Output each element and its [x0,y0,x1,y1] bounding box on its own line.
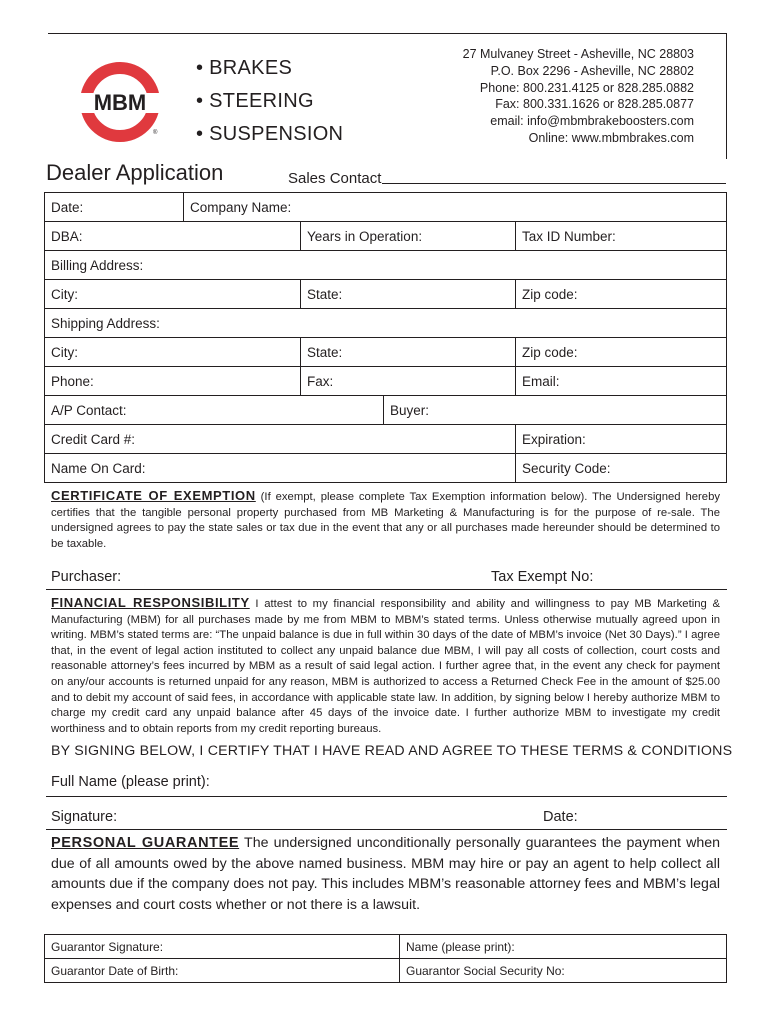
guarantor-row-dob [45,959,726,982]
certificate-heading: CERTIFICATE OF EXEMPTION [51,488,256,503]
mbm-logo [80,62,160,142]
shipping-address-label: Shipping Address: [51,316,160,331]
company-name-label: Company Name: [190,200,292,215]
date-label: Date: [51,200,84,215]
billing-address-label: Billing Address: [51,258,144,273]
shipping-zip-field[interactable] [515,338,726,366]
contact-pobox: P.O. Box 2296 - Asheville, NC 28802 [490,63,694,78]
guarantor-signature-field[interactable] [45,935,399,958]
security-code-label: Security Code: [522,461,611,476]
shipping-zip-label: Zip code: [522,345,578,360]
billing-zip-field[interactable] [515,280,726,308]
expiration-label: Expiration: [522,432,586,447]
years-label: Years in Operation: [307,229,423,244]
fax-field[interactable] [300,367,515,395]
signature-date-label: Date: [543,809,578,825]
guarantee-heading: PERSONAL GUARANTEE [51,835,240,851]
application-form-grid [44,192,727,483]
purchaser-label: Purchaser: [51,569,122,585]
guarantee-section [51,833,720,915]
full-name-field[interactable] [46,796,727,797]
guarantor-name-field[interactable] [399,935,726,958]
billing-state-label: State: [307,287,343,302]
certify-statement: BY SIGNING BELOW, I CERTIFY THAT I HAVE READ AND AGREE TO THESE TERMS & CONDITIONS [51,743,733,759]
billing-state-field[interactable] [300,280,515,308]
shipping-city-field[interactable] [45,338,300,366]
phone-label: Phone: [51,374,94,389]
row-shipping [45,309,726,338]
row-credit-card [45,425,726,454]
signature-label: Signature: [51,809,118,825]
ap-contact-field[interactable] [45,396,383,424]
page-title: Dealer Application [46,160,224,185]
row-billing [45,251,726,280]
date-field[interactable] [45,193,183,221]
company-name-field[interactable] [183,193,726,221]
buyer-label: Buyer: [390,403,430,418]
guarantee-body: The undersigned unconditionally personally guarantees the payment when due of all amounts owed by the above named business. MBM may hire or pay an agent to help collect all amounts due if the company does not pay. This includes MBM’s reasonable attorney fees and MBM’s legal expenses and court costs whether or not there is a lawsuit. [51,835,720,913]
bullet-steering: • STEERING [196,90,314,112]
billing-city-field[interactable] [45,280,300,308]
logo-text: MBM [93,90,147,115]
billing-address-field[interactable] [45,251,726,279]
bullet-brakes: • BRAKES [196,57,293,79]
guarantor-name-label: Name (please print): [406,940,515,954]
email-field[interactable] [515,367,726,395]
shipping-state-label: State: [307,345,343,360]
financial-section [51,595,720,737]
security-code-field[interactable] [515,454,726,482]
buyer-field[interactable] [383,396,726,424]
sales-contact-label: Sales Contact [288,170,382,187]
product-bullets [196,52,343,151]
row-shipping-city [45,338,726,367]
financial-body: I attest to my financial responsibility and ability and willingness to pay MB Marketing & Manufacturing (MBM) for all purchases made by me from MBM to MBM’s stated terms. Unless otherwise mutually agreed upon in writing. MBM’s stated terms are: “The unpaid balance is due in full within 30 days of the date of MBM’s invoice (Net 30 Days).” I agree that, in the event of legal action instituted to collect any unpaid balance due MBM, I will pay all costs of collection, court costs and reasonable attorney’s fees incurred by MBM as a result of said legal action. I further agree that, in the event any check for payment on any/our accounts is returned unpaid for any reason, MBM is authorized to access a Returned Check Fee in the amount of $25.00 and to debit my account of said fees, in accordance with applicable state law. In addition, by signing below I hereby authorize MBM to charge my credit card any unpaid balance after 45 days of the invoice date. I further authorize MBM to investigate my credit worthiness and to obtain reports from my credit reporting bureaus. [51,598,721,735]
guarantor-ssn-field[interactable] [399,959,726,982]
billing-city-label: City: [51,287,78,302]
name-on-card-label: Name On Card: [51,461,146,476]
certificate-section [51,488,720,552]
guarantor-dob-label: Guarantor Date of Birth: [51,964,179,978]
phone-field[interactable] [45,367,300,395]
guarantor-row-signature [45,935,726,959]
tax-exempt-no-label: Tax Exempt No: [491,569,594,585]
guarantor-ssn-label: Guarantor Social Security No: [406,964,565,978]
dba-label: DBA: [51,229,83,244]
ap-contact-label: A/P Contact: [51,403,127,418]
certificate-body: (If exempt, please complete Tax Exemption information below). The Undersigned hereby certifies that the tangible personal property purchased from MB Marketing & Manufacturing is for the purpose of re-sale. The undersigned agrees to pay the state sales or tax due in the event that any or all purchases made hereunder should be determined to be taxable. [51,491,721,550]
row-ap-contact [45,396,726,425]
shipping-city-label: City: [51,345,78,360]
row-billing-city [45,280,726,309]
email-label: Email: [522,374,560,389]
tax-id-label: Tax ID Number: [522,229,616,244]
purchaser-field[interactable] [46,589,727,590]
contact-phone: Phone: 800.231.4125 or 828.285.0882 [479,80,694,95]
contact-block [463,46,694,147]
dba-field[interactable] [45,222,300,250]
name-on-card-field[interactable] [45,454,515,482]
credit-card-field[interactable] [45,425,515,453]
shipping-address-field[interactable] [45,309,726,337]
bullet-suspension: • SUSPENSION [196,123,344,145]
tax-id-field[interactable] [515,222,726,250]
contact-email: email: info@mbmbrakeboosters.com [490,114,694,129]
svg-text:®: ® [153,130,158,136]
billing-zip-label: Zip code: [522,287,578,302]
guarantor-table [44,934,727,983]
shipping-state-field[interactable] [300,338,515,366]
contact-fax: Fax: 800.331.1626 or 828.285.0877 [495,97,694,112]
years-field[interactable] [300,222,515,250]
row-date-company [45,193,726,222]
row-phone [45,367,726,396]
guarantor-dob-field[interactable] [45,959,399,982]
full-name-label: Full Name (please print): [51,774,210,790]
contact-street: 27 Mulvaney Street - Asheville, NC 28803 [462,47,694,61]
row-dba [45,222,726,251]
guarantor-signature-label: Guarantor Signature: [51,940,164,954]
credit-card-label: Credit Card #: [51,432,136,447]
fax-label: Fax: [307,374,334,389]
sales-contact-field[interactable] [382,183,726,184]
financial-heading: FINANCIAL RESPONSIBILITY [51,595,250,610]
row-name-on-card [45,454,726,482]
expiration-field[interactable] [515,425,726,453]
contact-website: Online: www.mbmbrakes.com [528,130,694,145]
signature-field[interactable] [46,829,727,830]
